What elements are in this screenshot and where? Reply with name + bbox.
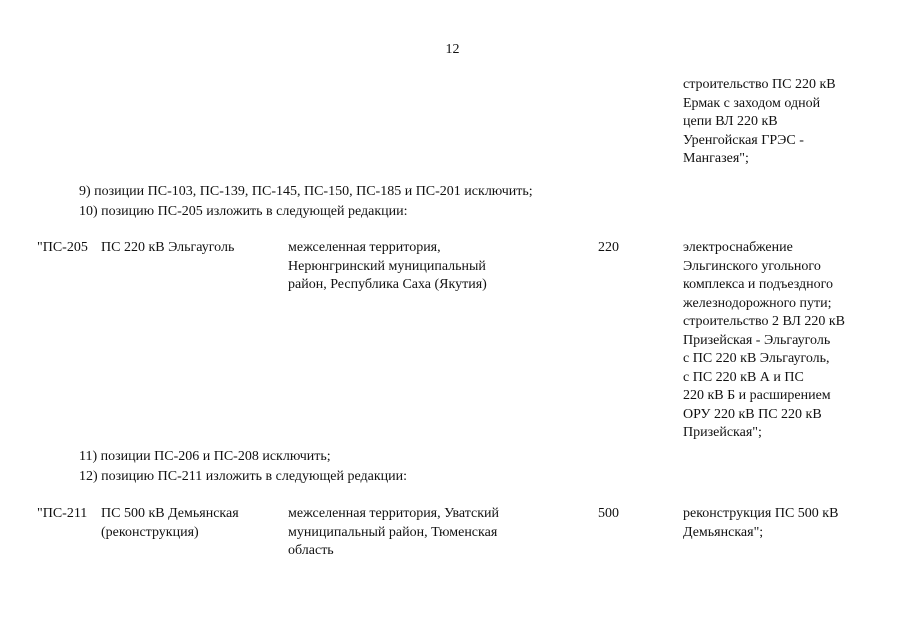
row-location bbox=[288, 505, 499, 561]
row-purpose-line: 220 кВ Б и расширением bbox=[683, 388, 831, 403]
paragraph-11: 11) позиции ПС-206 и ПС-208 исключить; bbox=[79, 449, 331, 464]
page-number: 12 bbox=[445, 42, 460, 57]
row-purpose bbox=[683, 505, 838, 542]
row-purpose-line: комплекса и подъездного bbox=[683, 277, 834, 292]
row-voltage: 500 bbox=[598, 506, 619, 521]
paragraph-12: 12) позицию ПС-211 изложить в следующей редакции: bbox=[79, 469, 407, 484]
continuation-line: Мангазея"; bbox=[683, 151, 749, 166]
row-name-line: ПС 220 кВ Эльгауголь bbox=[101, 240, 235, 255]
continuation-purpose-cell bbox=[683, 76, 836, 169]
continuation-line: Уренгойская ГРЭС - bbox=[683, 132, 804, 148]
row-name-line: ПС 500 кВ Демьянская bbox=[101, 506, 239, 521]
continuation-line: цепи ВЛ 220 кВ bbox=[683, 114, 778, 129]
row-location bbox=[288, 239, 487, 295]
row-location-line: область bbox=[288, 543, 334, 558]
row-purpose-line: Призейская - Эльгауголь bbox=[683, 332, 831, 348]
row-location-line: межселенная территория, bbox=[288, 240, 441, 255]
row-purpose-line: ОРУ 220 кВ ПС 220 кВ bbox=[683, 406, 822, 422]
row-purpose-line: строительство 2 ВЛ 220 кВ bbox=[683, 314, 845, 329]
row-name-line: (реконструкция) bbox=[101, 524, 199, 540]
row-purpose-line: Демьянская"; bbox=[683, 524, 764, 540]
paragraph-9: 9) позиции ПС-103, ПС-139, ПС-145, ПС-150, ПС-185 и ПС-201 исключить; bbox=[79, 184, 533, 199]
row-voltage: 220 bbox=[598, 240, 619, 255]
row-purpose-line: с ПС 220 кВ А и ПС bbox=[683, 369, 804, 385]
row-purpose-line: Призейская"; bbox=[683, 425, 762, 440]
row-location-line: район, Республика Саха (Якутия) bbox=[288, 277, 487, 292]
row-location-line: межселенная территория, Уватский bbox=[288, 506, 500, 521]
row-purpose-line: с ПС 220 кВ Эльгауголь, bbox=[683, 351, 830, 366]
row-purpose-line: железнодорожного пути; bbox=[683, 295, 832, 311]
row-name bbox=[101, 505, 239, 542]
row-code: "ПС-205 bbox=[37, 240, 88, 255]
row-location-line: Нерюнгринский муниципальный bbox=[288, 258, 486, 274]
row-location-line: муниципальный район, Тюменская bbox=[288, 524, 498, 540]
continuation-line: Ермак с заходом одной bbox=[683, 95, 821, 111]
row-purpose bbox=[683, 239, 845, 443]
row-purpose-line: реконструкция ПС 500 кВ bbox=[683, 506, 839, 521]
row-name bbox=[101, 239, 234, 258]
row-purpose-line: электроснабжение bbox=[683, 240, 793, 255]
paragraph-10: 10) позицию ПС-205 изложить в следующей редакции: bbox=[79, 204, 408, 219]
continuation-line: строительство ПС 220 кВ bbox=[683, 77, 836, 92]
row-purpose-line: Эльгинского угольного bbox=[683, 258, 821, 274]
row-code: "ПС-211 bbox=[37, 506, 88, 521]
